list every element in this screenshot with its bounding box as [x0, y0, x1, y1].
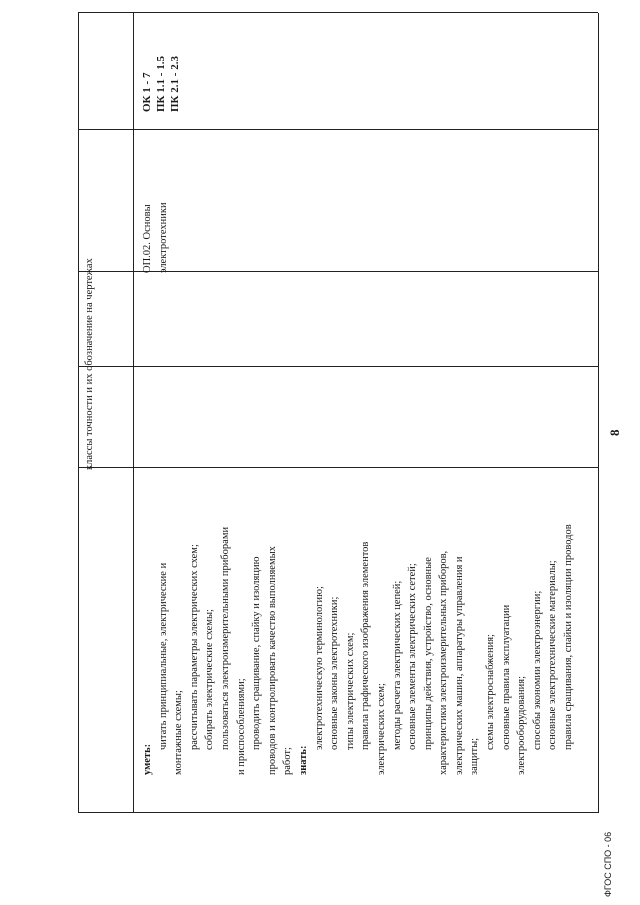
list-item: монтажные схемы;: [173, 690, 185, 775]
list-item: электрических схем;: [375, 683, 387, 775]
list-item: принципы действия, устройство, основные: [422, 557, 434, 750]
skills-knowledge-cell: [140, 415, 577, 775]
list-item: электрических машин, аппаратуры управления и: [453, 556, 465, 775]
discipline-name: электротехники: [157, 202, 169, 273]
list-item: электротехническую терминологию;: [313, 586, 325, 750]
list-item: читать принципиальные, электрические и: [157, 562, 169, 750]
list-item: проводить сращивание, спайку и изоляцию: [251, 556, 263, 750]
list-item: электрооборудования;: [516, 676, 528, 775]
page-number: 8: [607, 429, 622, 436]
list-item: методы расчета электрических цепей;: [391, 580, 403, 750]
discipline-code: ОП.02. Основы: [142, 204, 153, 273]
list-item: правила графического изображения элементов: [360, 541, 372, 750]
footer-code: ФГОС СПО - 06: [603, 831, 613, 897]
list-item: проводов и контролировать качество выполняемых: [266, 546, 278, 775]
list-item: основные элементы электрических сетей;: [407, 563, 419, 750]
list-item: правила сращивания, спайки и изоляции проводов: [563, 524, 575, 750]
column-divider-discipline: [78, 129, 598, 130]
list-item: характеристики электроизмерительных приборов,: [438, 550, 450, 775]
umet-list: [156, 415, 296, 775]
list-item: способы экономии электроэнергии;: [531, 590, 543, 750]
table-border-top: [78, 13, 79, 813]
list-item: работ;: [282, 747, 294, 775]
list-item: защиты;: [469, 737, 481, 775]
competence-code: ПК 1.1 - 1.5: [155, 56, 167, 112]
column-divider-empty-1: [78, 366, 598, 367]
competence-code: ОК 1 - 7: [141, 72, 153, 112]
discipline-cell: [140, 133, 171, 273]
list-item: пользоваться электроизмерительными приборами: [219, 526, 231, 750]
list-item: основные правила эксплуатации: [500, 604, 512, 750]
table-border-right: [78, 12, 598, 13]
table-border-bottom: [598, 13, 599, 813]
competences-cell: [140, 56, 182, 112]
list-item: основные законы электротехники;: [329, 596, 341, 750]
list-item: типы электрических схем;: [344, 632, 356, 750]
znat-label: знать:: [297, 745, 309, 775]
list-item: рассчитывать параметры электрических схем;: [188, 544, 200, 750]
list-item: собирать электрические схемы;: [204, 609, 216, 750]
column-divider-left-cell: [133, 13, 134, 813]
table-border-left: [78, 812, 598, 813]
list-item: основные электротехнические материалы;: [547, 560, 559, 750]
list-item: и приспособлениями;: [235, 678, 247, 775]
competence-code: ПК 2.1 - 2.3: [169, 56, 181, 112]
list-item: схемы электроснабжения;: [485, 634, 497, 750]
znat-list: [312, 415, 577, 775]
umet-label: уметь:: [142, 743, 153, 775]
continuation-text: классы точности и их обозначение на чертежах: [84, 258, 95, 470]
